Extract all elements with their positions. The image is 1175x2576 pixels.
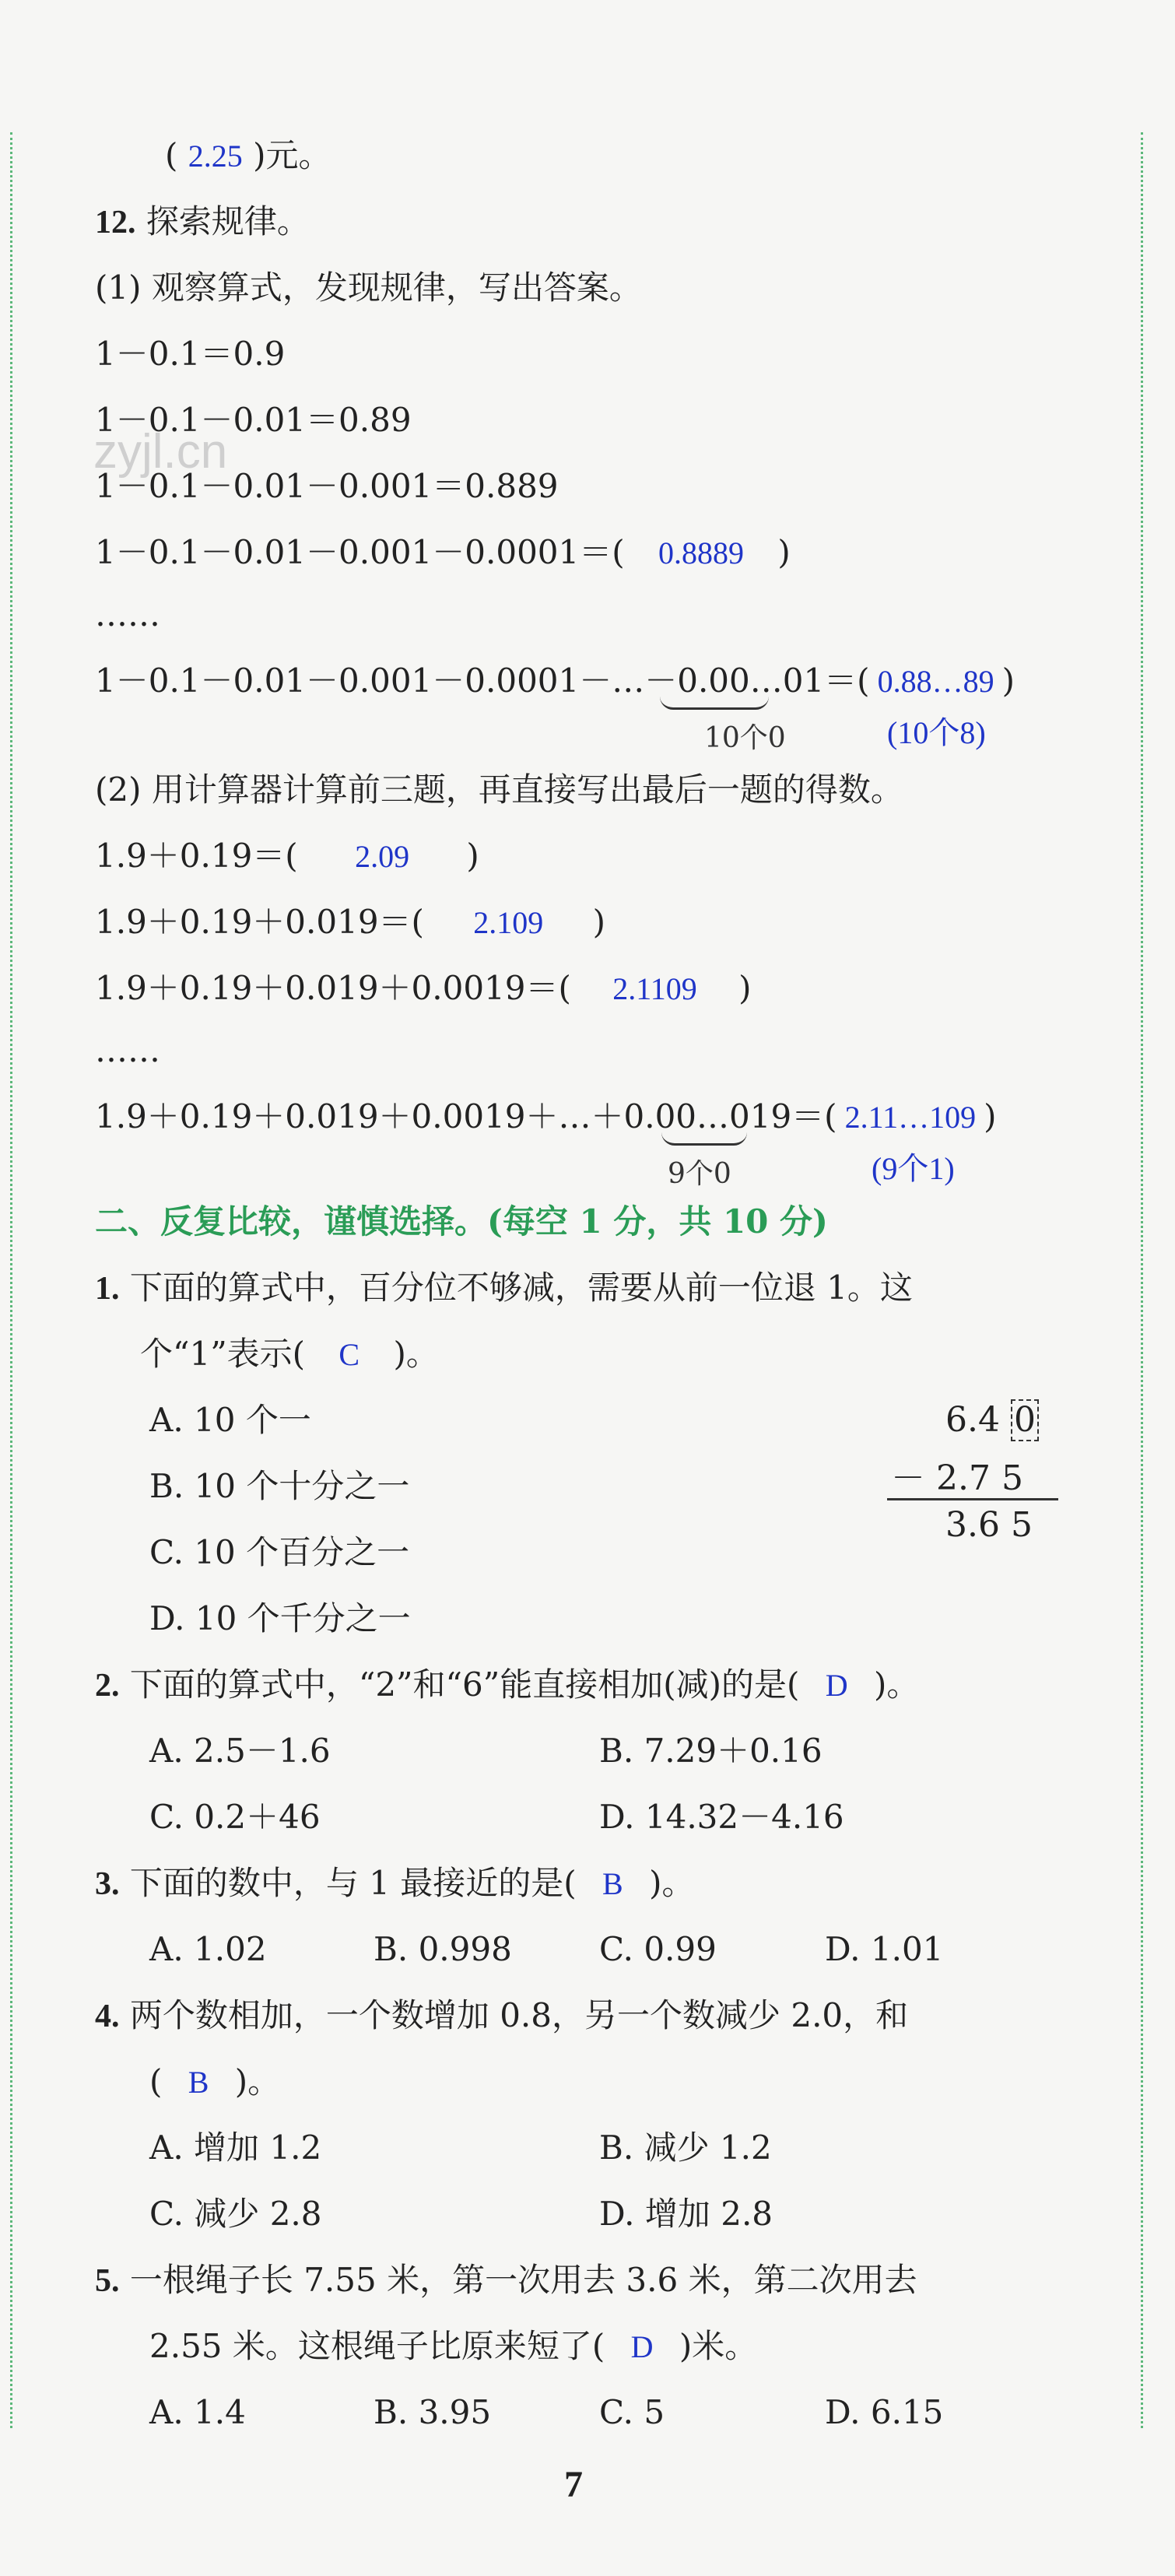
- option-c: C. 0.99: [599, 1930, 717, 1968]
- answer-text: 2.1109: [612, 971, 697, 1006]
- page-number: 7: [564, 2464, 583, 2505]
- answer-text: 2.109: [473, 905, 544, 940]
- right-margin-border: [1141, 132, 1143, 2428]
- question-1-line-2: [140, 1331, 439, 1378]
- minuend: 6.4: [945, 1400, 1000, 1440]
- question-5: [95, 2257, 917, 2304]
- answer-text: C: [338, 1337, 360, 1372]
- question-1: [95, 1265, 913, 1312]
- question-text: 下面的数中，与 1 最接近的是(: [129, 1864, 577, 1902]
- part-1-heading: (1) 观察算式，发现规律，写出答案。: [95, 268, 642, 307]
- option-a: A. 1.4: [149, 2393, 246, 2431]
- question-text: 2.55 米。这根绳子比原来短了(: [149, 2327, 605, 2365]
- section-2-heading: 二、反复比较，谨慎选择。(每空 1 分，共 10 分): [95, 1202, 828, 1241]
- equation-text: 1.9＋0.19＋0.019＝(: [95, 903, 424, 941]
- underbrace-label: 9个0: [668, 1158, 731, 1190]
- answer-text: 0.88…89: [877, 664, 994, 699]
- paren-close: ): [1001, 662, 1015, 700]
- option-d: D. 10 个千分之一: [149, 1599, 411, 1637]
- question-number: 1.: [95, 1271, 120, 1307]
- question-text: 下面的算式中，百分位不够减，需要从前一位退 1。这: [129, 1269, 913, 1307]
- answer-text: 0.8889: [658, 535, 744, 570]
- answer-text: 2.09: [355, 839, 410, 874]
- equation-text: 1.9＋0.19＋0.019＋0.0019＝(: [95, 969, 571, 1007]
- option-d: D. 增加 2.8: [599, 2195, 773, 2233]
- option-c: C. 10 个百分之一: [149, 1533, 410, 1571]
- question-number: 3.: [95, 1866, 120, 1902]
- question-text: 两个数相加，一个数增加 0.8，另一个数减少 2.0，和: [129, 1996, 909, 2034]
- answer-line-prev: [165, 132, 331, 180]
- question-5-line-2: [149, 2323, 757, 2371]
- option-d: D. 6.15: [825, 2393, 944, 2431]
- equation-text: 1－0.1－0.01－0.001－0.0001＝(: [95, 533, 625, 571]
- equation-4: [95, 529, 791, 577]
- vertical-calc-top: [945, 1397, 1039, 1444]
- paren-close: )。: [649, 1864, 695, 1902]
- underbrace: [661, 1132, 747, 1146]
- option-c: C. 0.2＋46: [149, 1798, 321, 1836]
- calc-4: [95, 1093, 996, 1141]
- ellipsis-1: ……: [95, 595, 160, 633]
- equation-2: 1－0.1－0.01＝0.89: [95, 401, 412, 439]
- option-b: B. 10 个十分之一: [149, 1467, 410, 1505]
- question-2: [95, 1662, 919, 1709]
- paren-close: )元。: [242, 136, 331, 174]
- equation-text: 1－0.1－0.01－0.001－0.0001－…－0.00…01＝(: [95, 662, 870, 700]
- question-number: 12.: [95, 205, 136, 240]
- paren-close: )。: [873, 1665, 920, 1704]
- question-text: 个“1”表示(: [140, 1335, 306, 1373]
- question-3: [95, 1860, 694, 1907]
- question-text: 探索规律。: [146, 202, 310, 240]
- paren-close: ): [738, 969, 752, 1007]
- paren-open: (: [165, 136, 188, 174]
- answer-text: B: [188, 2065, 209, 2100]
- option-d: D. 14.32－4.16: [599, 1798, 844, 1836]
- question-4: [95, 1992, 908, 2040]
- question-4-line-2: [149, 2058, 280, 2106]
- question-text: 下面的算式中，“2”和“6”能直接相加(减)的是(: [129, 1665, 800, 1704]
- calc-2: [95, 899, 605, 946]
- boxed-digit: 0: [1011, 1399, 1039, 1441]
- paren-close: )。: [234, 2062, 281, 2100]
- paren-close: )。: [393, 1335, 439, 1373]
- equation-text: 1.9＋0.19＋0.019＋0.0019＋…＋0.00…019＝(: [95, 1097, 837, 1135]
- option-d: D. 1.01: [825, 1930, 944, 1968]
- question-number: 5.: [95, 2263, 120, 2299]
- option-b: B. 0.998: [374, 1930, 512, 1968]
- option-a: A. 10 个一: [149, 1401, 311, 1439]
- answer-text: D: [630, 2329, 654, 2364]
- underbrace-label: 10个0: [704, 722, 786, 754]
- calc-1: [95, 833, 479, 880]
- answer-note: (10个8): [887, 715, 986, 750]
- paren-open: (: [149, 2062, 163, 2100]
- answer-text: B: [602, 1866, 623, 1901]
- paren-close: )米。: [679, 2327, 758, 2365]
- answer-text: 2.25: [188, 139, 243, 174]
- vertical-calc-subtrahend: － 2.7 5: [891, 1458, 1023, 1498]
- answer-note: (9个1): [872, 1151, 955, 1186]
- paren-close: ): [777, 533, 791, 571]
- ellipsis-2: ……: [95, 1031, 160, 1069]
- equation-5: [95, 658, 1015, 705]
- watermark: zyjl.cn: [93, 425, 228, 479]
- calc-3: [95, 965, 752, 1013]
- equation-3: 1－0.1－0.01－0.001＝0.889: [95, 467, 559, 505]
- equation-1: 1－0.1＝0.9: [95, 335, 286, 373]
- option-a: A. 增加 1.2: [149, 2129, 322, 2167]
- paren-close: ): [984, 1097, 997, 1135]
- answer-text: 2.11…109: [844, 1100, 977, 1135]
- paren-close: ): [466, 837, 479, 875]
- left-margin-border: [10, 132, 12, 2428]
- answer-text: D: [825, 1668, 848, 1703]
- option-c: C. 减少 2.8: [149, 2195, 322, 2233]
- option-b: B. 减少 1.2: [599, 2129, 772, 2167]
- option-a: A. 1.02: [149, 1930, 267, 1968]
- paren-close: ): [592, 903, 606, 941]
- option-b: B. 3.95: [374, 2393, 492, 2431]
- question-text: 一根绳子长 7.55 米，第一次用去 3.6 米，第二次用去: [129, 2261, 917, 2299]
- vertical-calc-rule: [887, 1498, 1058, 1500]
- question-number: 2.: [95, 1668, 120, 1704]
- part-2-heading: (2) 用计算器计算前三题，再直接写出最后一题的得数。: [95, 770, 903, 809]
- option-c: C. 5: [599, 2393, 665, 2431]
- vertical-calc-result: 3.6 5: [945, 1505, 1033, 1545]
- option-a: A. 2.5－1.6: [149, 1732, 331, 1770]
- equation-text: 1.9＋0.19＝(: [95, 837, 298, 875]
- question-number: 4.: [95, 1999, 120, 2034]
- question-12-title: [95, 198, 310, 246]
- option-b: B. 7.29＋0.16: [599, 1732, 822, 1770]
- underbrace: [660, 697, 769, 710]
